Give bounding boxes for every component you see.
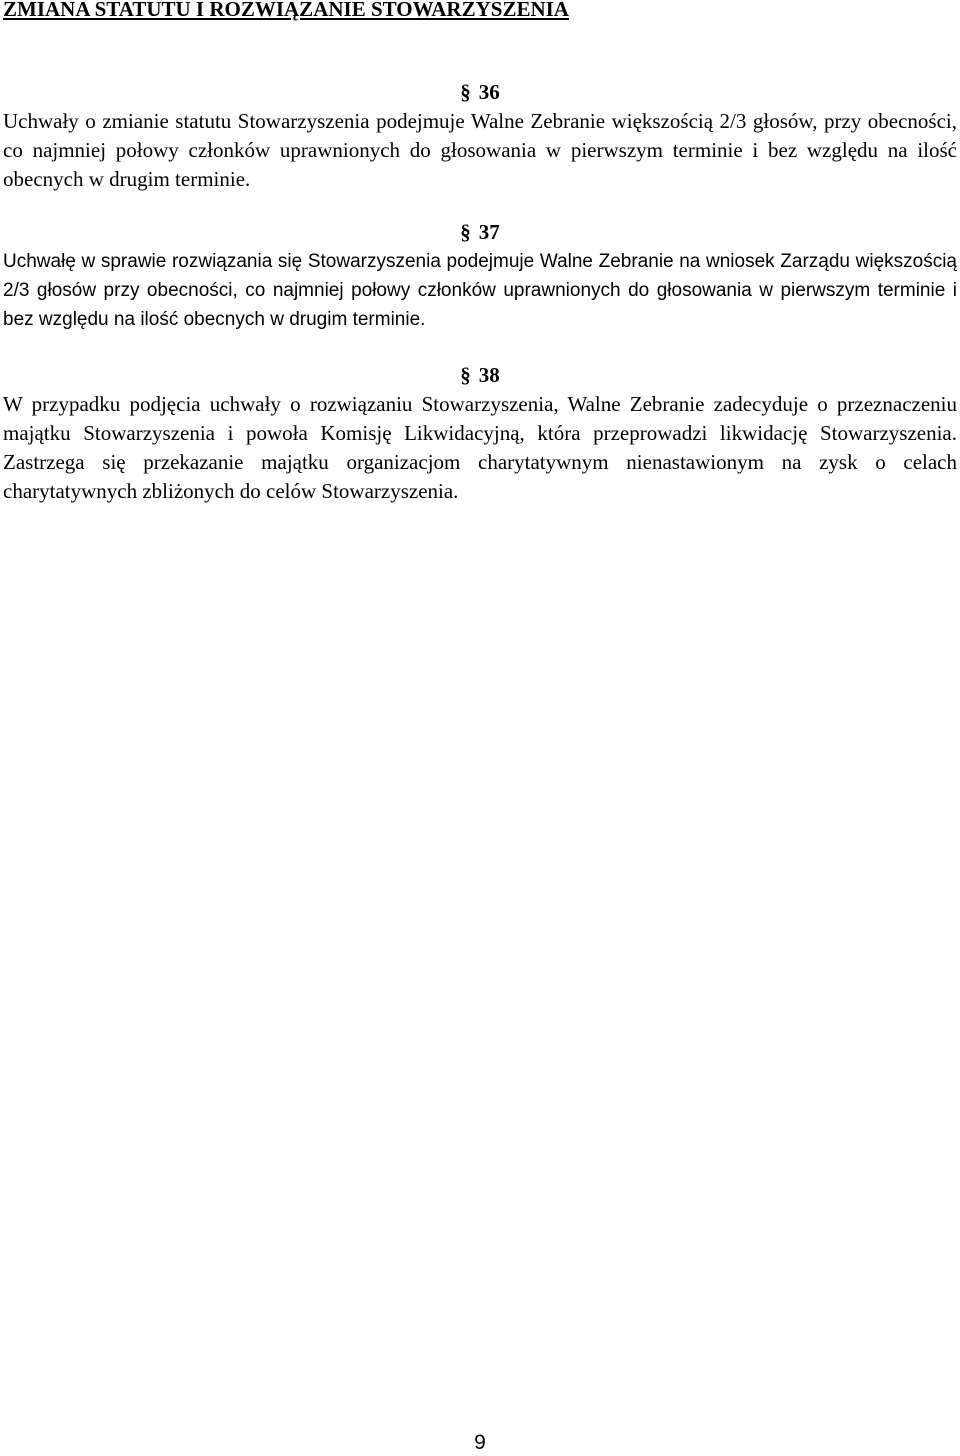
paragraph-text: Uchwałę w sprawie rozwiązania się Stowarzyszenia podejmuje Walne Zebranie na wniosek Zarządu większością 2/3 głosów przy obecności, co najmniej połowy członków uprawnionych do głosowania w pierwszym terminie i bez względu na ilość obecnych w drugim terminie. <box>3 251 957 330</box>
paragraph-number: 38 <box>478 363 500 387</box>
paragraph-section-38 <box>3 361 957 506</box>
chapter-title: ZMIANA STATUTU I ROZWIĄZANIE STOWARZYSZENIA <box>3 0 569 21</box>
paragraph-text: W przypadku podjęcia uchwały o rozwiązaniu Stowarzyszenia, Walne Zebranie zadecyduje o przeznaczeniu majątku Stowarzyszenia i powoła Komisję Likwidacyjną, która przeprowadzi likwidację Stowarzyszenia. Zastrzega się przekazanie majątku organizacjom charytatywnym nienastawionym na zysk o celach charytatywnych zbliżonych do celów Stowarzyszenia. <box>3 392 957 503</box>
section-sign: § <box>460 220 471 244</box>
paragraph-number: 37 <box>478 220 500 244</box>
paragraph-section-37 <box>3 218 957 334</box>
paragraph-heading <box>3 361 957 390</box>
paragraph-section-36 <box>3 78 957 194</box>
paragraph-number: 36 <box>478 80 500 104</box>
section-sign: § <box>460 363 471 387</box>
page-number: 9 <box>474 1431 486 1454</box>
paragraph-text: Uchwały o zmianie statutu Stowarzyszenia podejmuje Walne Zebranie większością 2/3 głosów, przy obecności, co najmniej połowy członków uprawnionych do głosowania w pierwszym terminie i bez względu na ilość obecnych w drugim terminie. <box>3 109 957 191</box>
section-sign: § <box>460 80 471 104</box>
paragraph-heading <box>3 218 957 247</box>
paragraph-heading <box>3 78 957 107</box>
